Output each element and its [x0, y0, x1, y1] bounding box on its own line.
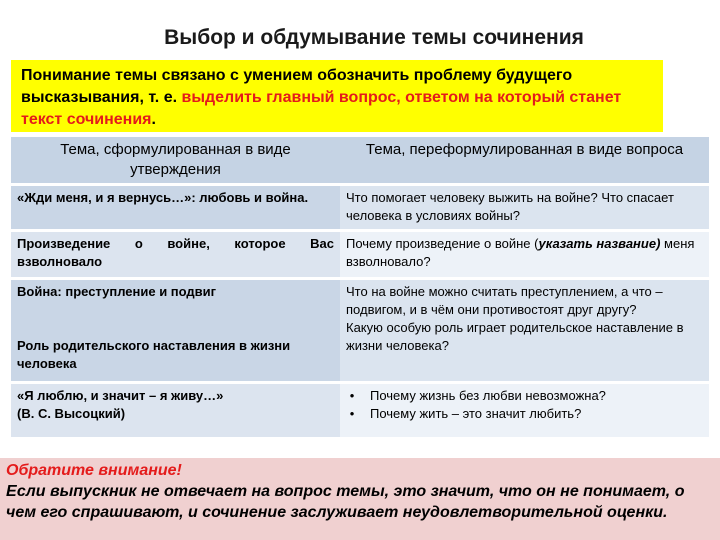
statement-text: «Я люблю, и значит – я живу…» — [17, 388, 224, 403]
statement-cell — [11, 383, 340, 439]
statement-author: (В. С. Высоцкий) — [17, 406, 126, 421]
intro-period: . — [151, 111, 156, 128]
list-item — [346, 387, 703, 405]
header-statement: Тема, сформулированная в виде утверждения — [11, 137, 340, 185]
intro-highlight-box — [11, 60, 663, 132]
list-item — [346, 405, 703, 423]
question-cell: Что помогает человеку выжить на войне? Что спасает человека в условиях войны? — [340, 185, 709, 231]
intro-key-phrase: выделить главный вопрос, ответом на который станет текст сочинения — [21, 89, 622, 128]
statement-text: Война: преступление и подвиг — [17, 284, 217, 299]
question-cell — [340, 383, 709, 439]
attention-note — [0, 458, 720, 540]
statement-cell — [11, 231, 340, 279]
header-question: Тема, переформулированная в виде вопроса — [340, 137, 709, 185]
table-row — [11, 383, 709, 439]
intro-text: Понимание темы связано с умением обозначить проблему будущего высказывания, т. е. — [21, 67, 573, 106]
question-emphasis: указать название) — [538, 236, 661, 251]
table-row — [11, 185, 709, 231]
table-row — [11, 231, 709, 279]
table-row — [11, 279, 709, 383]
statement-cell — [11, 279, 340, 383]
question-text: Какую особую роль играет родительское наставление в жизни человека? — [346, 320, 684, 353]
statement-cell: «Жди меня, и я вернусь…»: любовь и война. — [11, 185, 340, 231]
note-text: Если выпускник не отвечает на вопрос темы, это значит, что он не понимает, о чем его спрашивают, и сочинение заслуживает неудовлетворительной оценки. — [6, 483, 685, 521]
question-text-end: меня взволновало? — [346, 236, 695, 269]
statement-text: Произведение о войне, которое Вас взволновало — [17, 236, 334, 269]
question-cell — [340, 279, 709, 383]
question-cell — [340, 231, 709, 279]
table-header-row — [11, 137, 709, 185]
topics-table — [11, 137, 709, 440]
question-text: Что на войне можно считать преступлением, а что – подвигом, и в чём они противостоят друг другу? — [346, 284, 663, 317]
note-title: Обратите внимание! — [6, 462, 182, 479]
bullet-text: Почему жизнь без любви невозможна? — [370, 388, 606, 403]
statement-text: Роль родительского наставления в жизни человека — [17, 338, 291, 371]
question-text: Почему произведение о войне ( — [346, 236, 539, 251]
bullet-icon: • — [349, 406, 355, 421]
slide-title: Выбор и обдумывание темы сочинения — [164, 26, 584, 49]
bullet-text: Почему жить – это значит любить? — [370, 406, 582, 421]
bullet-icon: • — [349, 388, 355, 403]
